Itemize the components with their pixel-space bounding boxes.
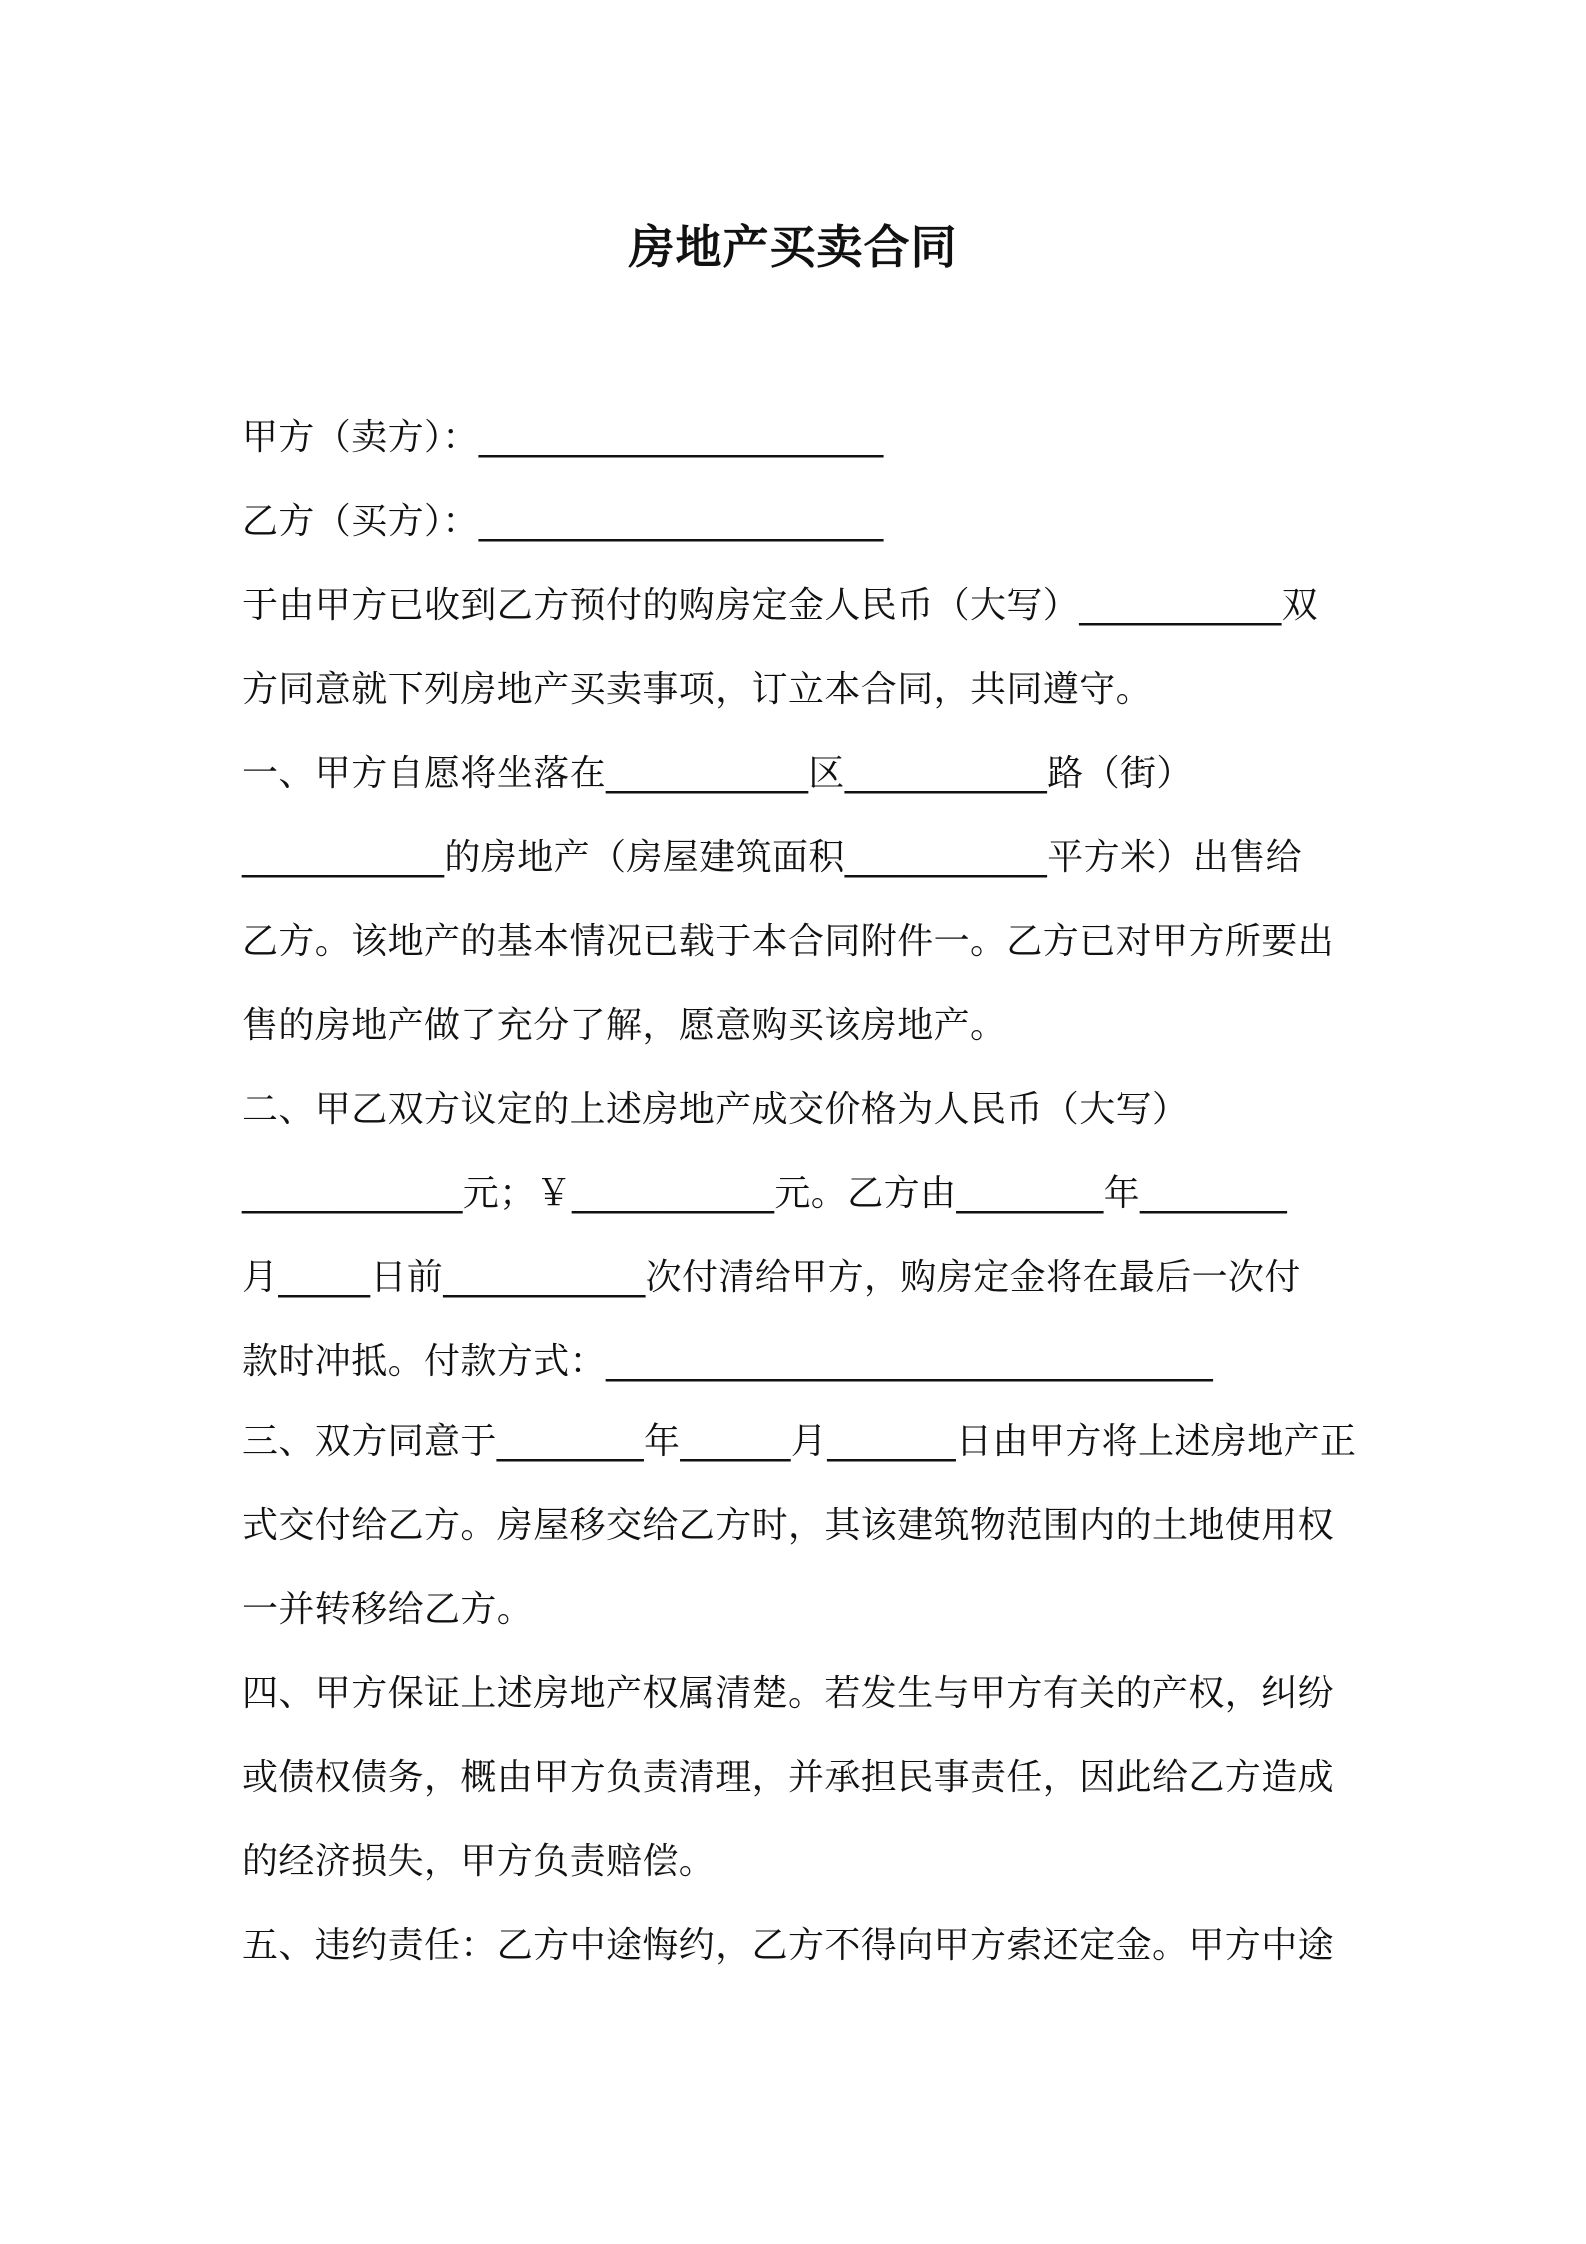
document-title: 房地产买卖合同: [628, 220, 958, 274]
clause-2-line-4: 款时冲抵。付款方式：_________________________________: [242, 1341, 1214, 1382]
preamble-line-1: 于由甲方已收到乙方预付的购房定金人民币（大写）___________双: [242, 585, 1319, 626]
clause-1-line-2: ___________的房地产（房屋建筑面积___________平方米）出售给: [242, 837, 1302, 878]
clause-4-line-3: 的经济损失，甲方负责赔偿。: [242, 1841, 716, 1882]
clause-4-line-2: 或债权债务，概由甲方负责清理，并承担民事责任，因此给乙方造成: [242, 1757, 1335, 1798]
clause-3-line-3: 一并转移给乙方。: [242, 1589, 534, 1630]
clause-5-line-1: 五、违约责任：乙方中途悔约，乙方不得向甲方索还定金。甲方中途: [242, 1925, 1335, 1966]
clause-3-line-1: 三、双方同意于________年______月_______日由甲方将上述房地产正: [242, 1421, 1357, 1462]
clause-2-line-3: 月_____日前___________次付清给甲方，购房定金将在最后一次付: [242, 1257, 1301, 1298]
clause-2-line-2: ____________元；￥___________元。乙方由________年________: [242, 1173, 1288, 1214]
clause-1-line-1: 一、甲方自愿将坐落在___________区___________路（街）: [242, 753, 1193, 794]
clause-1-line-4: 售的房地产做了充分了解，愿意购买该房地产。: [242, 1005, 1007, 1046]
seller-line: 甲方（卖方）：______________________: [242, 417, 884, 458]
clause-4-line-1: 四、甲方保证上述房地产权属清楚。若发生与甲方有关的产权，纠纷: [242, 1673, 1335, 1714]
clause-2-line-1: 二、甲乙双方议定的上述房地产成交价格为人民币（大写）: [242, 1089, 1189, 1130]
buyer-line: 乙方（买方）：______________________: [242, 501, 884, 542]
preamble-line-2: 方同意就下列房地产买卖事项，订立本合同，共同遵守。: [242, 669, 1153, 710]
clause-1-line-3: 乙方。该地产的基本情况已载于本合同附件一。乙方已对甲方所要出: [242, 921, 1335, 962]
clause-3-line-2: 式交付给乙方。房屋移交给乙方时，其该建筑物范围内的土地使用权: [242, 1505, 1335, 1546]
